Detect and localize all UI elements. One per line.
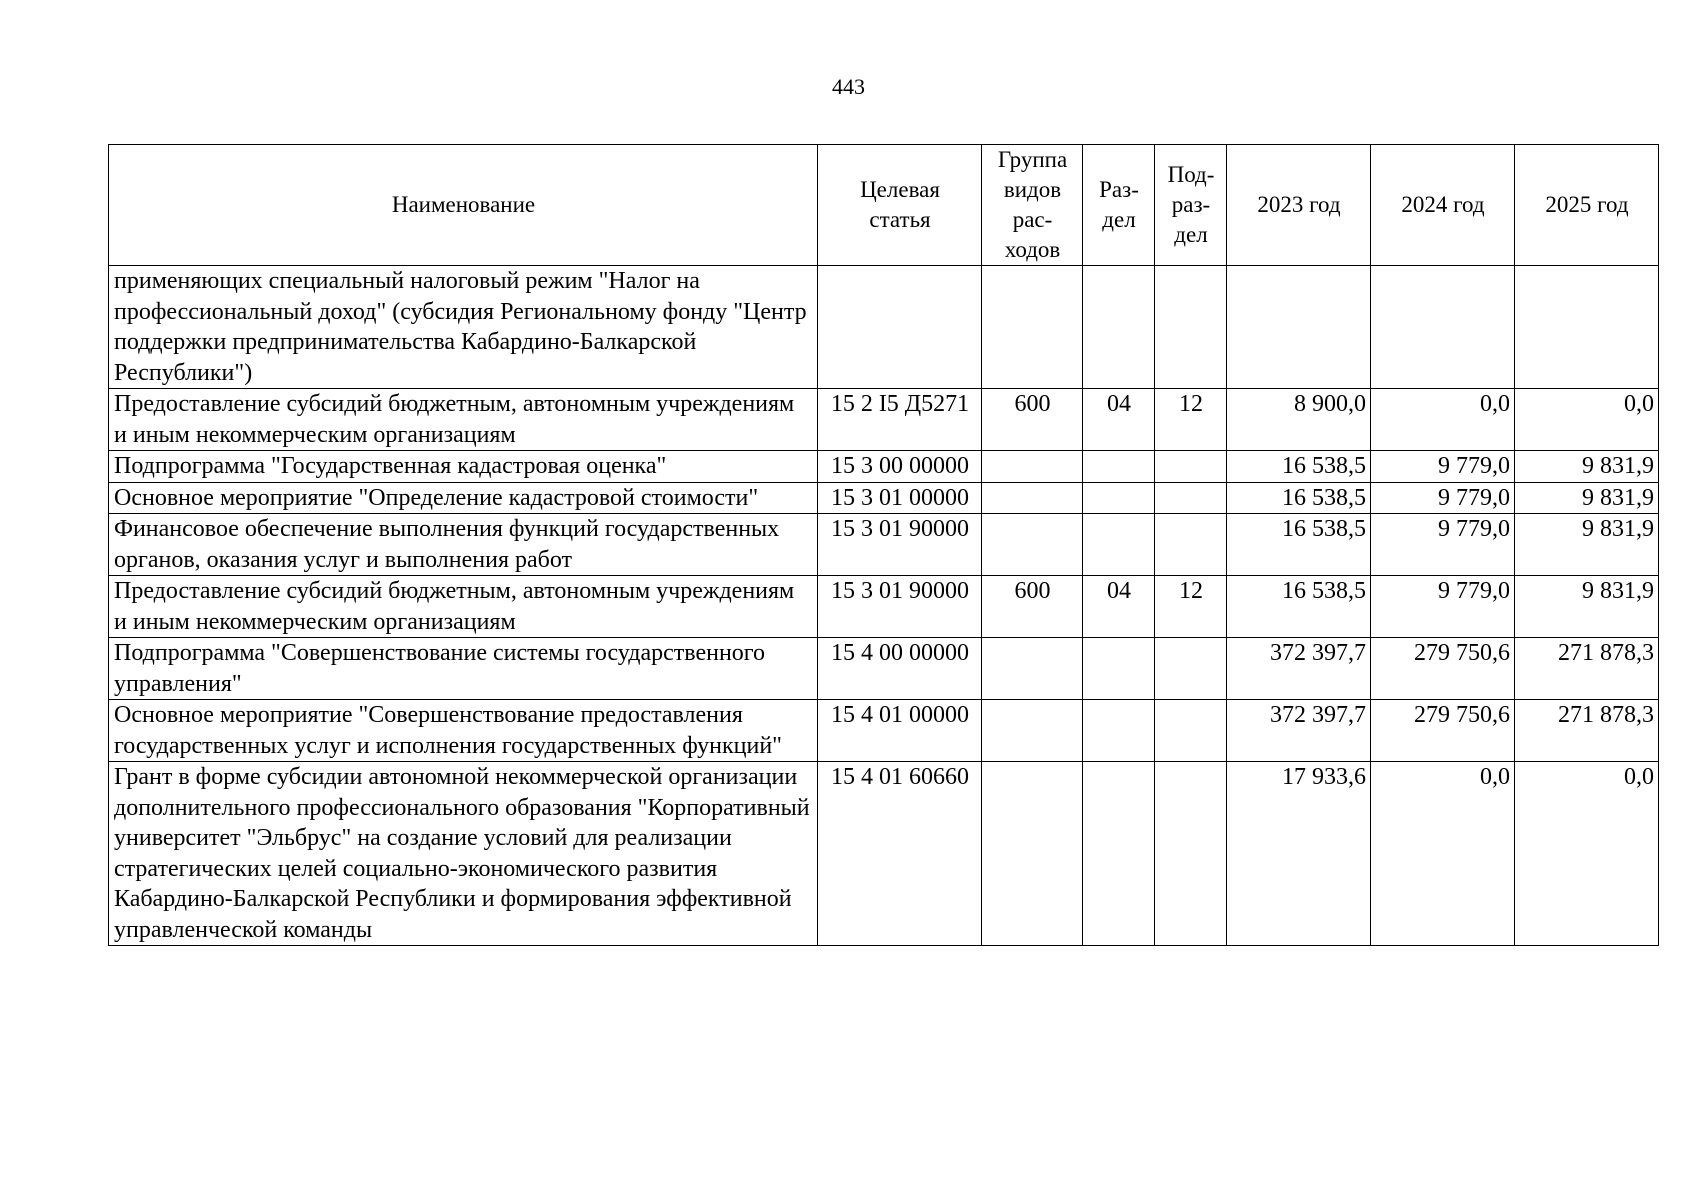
header-name: Наименование <box>109 145 818 266</box>
cell-subsection <box>1155 762 1227 946</box>
header-2024: 2024 год <box>1371 145 1515 266</box>
cell-subsection <box>1155 514 1227 576</box>
table-row <box>109 700 1659 762</box>
cell-subsection: 12 <box>1155 576 1227 638</box>
table-row <box>109 638 1659 700</box>
cell-target-article <box>818 266 982 389</box>
page-number: 443 <box>832 74 865 99</box>
cell-section <box>1083 451 1155 483</box>
cell-2025: 271 878,3 <box>1515 700 1659 762</box>
cell-2025 <box>1515 266 1659 389</box>
cell-2025: 9 831,9 <box>1515 576 1659 638</box>
cell-2023 <box>1227 266 1371 389</box>
cell-expense-group <box>982 266 1083 389</box>
cell-2024: 279 750,6 <box>1371 700 1515 762</box>
cell-expense-group <box>982 482 1083 514</box>
cell-expense-group <box>982 638 1083 700</box>
header-subsection-line: раз- <box>1171 192 1211 217</box>
header-section-line: Раз- <box>1099 177 1139 202</box>
cell-expense-group <box>982 514 1083 576</box>
table-row <box>109 451 1659 483</box>
cell-name: Основное мероприятие "Определение кадастровой стоимости" <box>109 482 818 514</box>
cell-expense-group <box>982 700 1083 762</box>
cell-2025: 271 878,3 <box>1515 638 1659 700</box>
header-target-line: Целевая <box>860 177 940 202</box>
cell-expense-group: 600 <box>982 576 1083 638</box>
cell-2023: 16 538,5 <box>1227 482 1371 514</box>
cell-2023: 8 900,0 <box>1227 389 1371 451</box>
cell-2025: 0,0 <box>1515 762 1659 946</box>
cell-section <box>1083 514 1155 576</box>
header-group-line: ходов <box>1004 237 1061 262</box>
cell-name: Финансовое обеспечение выполнения функций государственных органов, оказания услуг и выполнения работ <box>109 514 818 576</box>
cell-subsection: 12 <box>1155 389 1227 451</box>
header-expense-group <box>982 145 1083 266</box>
cell-name: Предоставление субсидий бюджетным, автономным учреждениям и иным некоммерческим организациям <box>109 576 818 638</box>
cell-subsection <box>1155 482 1227 514</box>
header-2023: 2023 год <box>1227 145 1371 266</box>
cell-section <box>1083 266 1155 389</box>
cell-section <box>1083 638 1155 700</box>
cell-target-article: 15 3 00 00000 <box>818 451 982 483</box>
cell-name: Подпрограмма "Совершенствование системы государственного управления" <box>109 638 818 700</box>
header-subsection-line: Под- <box>1167 162 1215 187</box>
table-row <box>109 389 1659 451</box>
cell-2023: 16 538,5 <box>1227 514 1371 576</box>
cell-expense-group <box>982 451 1083 483</box>
cell-section <box>1083 482 1155 514</box>
cell-target-article: 15 4 01 00000 <box>818 700 982 762</box>
header-section-line: дел <box>1102 207 1136 232</box>
cell-2024: 9 779,0 <box>1371 482 1515 514</box>
cell-target-article: 15 3 01 90000 <box>818 576 982 638</box>
header-subsection-line: дел <box>1174 222 1208 247</box>
cell-2024: 0,0 <box>1371 389 1515 451</box>
header-group-line: рас- <box>1012 207 1053 232</box>
cell-2023: 372 397,7 <box>1227 700 1371 762</box>
cell-2023: 372 397,7 <box>1227 638 1371 700</box>
header-target-line: статья <box>869 207 931 232</box>
table-row <box>109 514 1659 576</box>
cell-2024: 279 750,6 <box>1371 638 1515 700</box>
cell-name: Предоставление субсидий бюджетным, автономным учреждениям и иным некоммерческим организациям <box>109 389 818 451</box>
cell-section: 04 <box>1083 389 1155 451</box>
cell-2025: 9 831,9 <box>1515 514 1659 576</box>
cell-expense-group <box>982 762 1083 946</box>
cell-target-article: 15 3 01 90000 <box>818 514 982 576</box>
cell-2025: 9 831,9 <box>1515 451 1659 483</box>
cell-subsection <box>1155 700 1227 762</box>
budget-table <box>108 144 1659 946</box>
cell-subsection <box>1155 638 1227 700</box>
table-row <box>109 576 1659 638</box>
header-group-line: Группа <box>997 147 1068 172</box>
cell-section <box>1083 762 1155 946</box>
header-2025: 2025 год <box>1515 145 1659 266</box>
cell-2023: 17 933,6 <box>1227 762 1371 946</box>
header-row <box>109 145 1659 266</box>
cell-2025: 0,0 <box>1515 389 1659 451</box>
cell-name: Грант в форме субсидии автономной некоммерческой организации дополнительного профессионального образования "Корпоративный университет "Эльбрус" на создание условий для реализации стратегических целей социально-экономического развития Кабардино-Балкарской Республики и формирования эффективной управленческой команды <box>109 762 818 946</box>
cell-name: Основное мероприятие "Совершенствование предоставления государственных услуг и исполнения государственных функций" <box>109 700 818 762</box>
header-subsection <box>1155 145 1227 266</box>
header-section <box>1083 145 1155 266</box>
cell-target-article: 15 4 01 60660 <box>818 762 982 946</box>
header-group-line: видов <box>1003 177 1062 202</box>
cell-name: Подпрограмма "Государственная кадастровая оценка" <box>109 451 818 483</box>
cell-target-article: 15 3 01 00000 <box>818 482 982 514</box>
header-target-article <box>818 145 982 266</box>
cell-section: 04 <box>1083 576 1155 638</box>
cell-expense-group: 600 <box>982 389 1083 451</box>
cell-subsection <box>1155 451 1227 483</box>
cell-2024 <box>1371 266 1515 389</box>
cell-2024: 9 779,0 <box>1371 514 1515 576</box>
cell-name: применяющих специальный налоговый режим "Налог на профессиональный доход" (субсидия Региональному фонду "Центр поддержки предпринимательства Кабардино-Балкарской Республики") <box>109 266 818 389</box>
cell-2024: 9 779,0 <box>1371 451 1515 483</box>
cell-target-article: 15 4 00 00000 <box>818 638 982 700</box>
cell-2024: 9 779,0 <box>1371 576 1515 638</box>
cell-subsection <box>1155 266 1227 389</box>
cell-2023: 16 538,5 <box>1227 576 1371 638</box>
table-row <box>109 482 1659 514</box>
table-row <box>109 266 1659 389</box>
cell-2025: 9 831,9 <box>1515 482 1659 514</box>
cell-section <box>1083 700 1155 762</box>
cell-2023: 16 538,5 <box>1227 451 1371 483</box>
table-row <box>109 762 1659 946</box>
cell-2024: 0,0 <box>1371 762 1515 946</box>
cell-target-article: 15 2 I5 Д5271 <box>818 389 982 451</box>
